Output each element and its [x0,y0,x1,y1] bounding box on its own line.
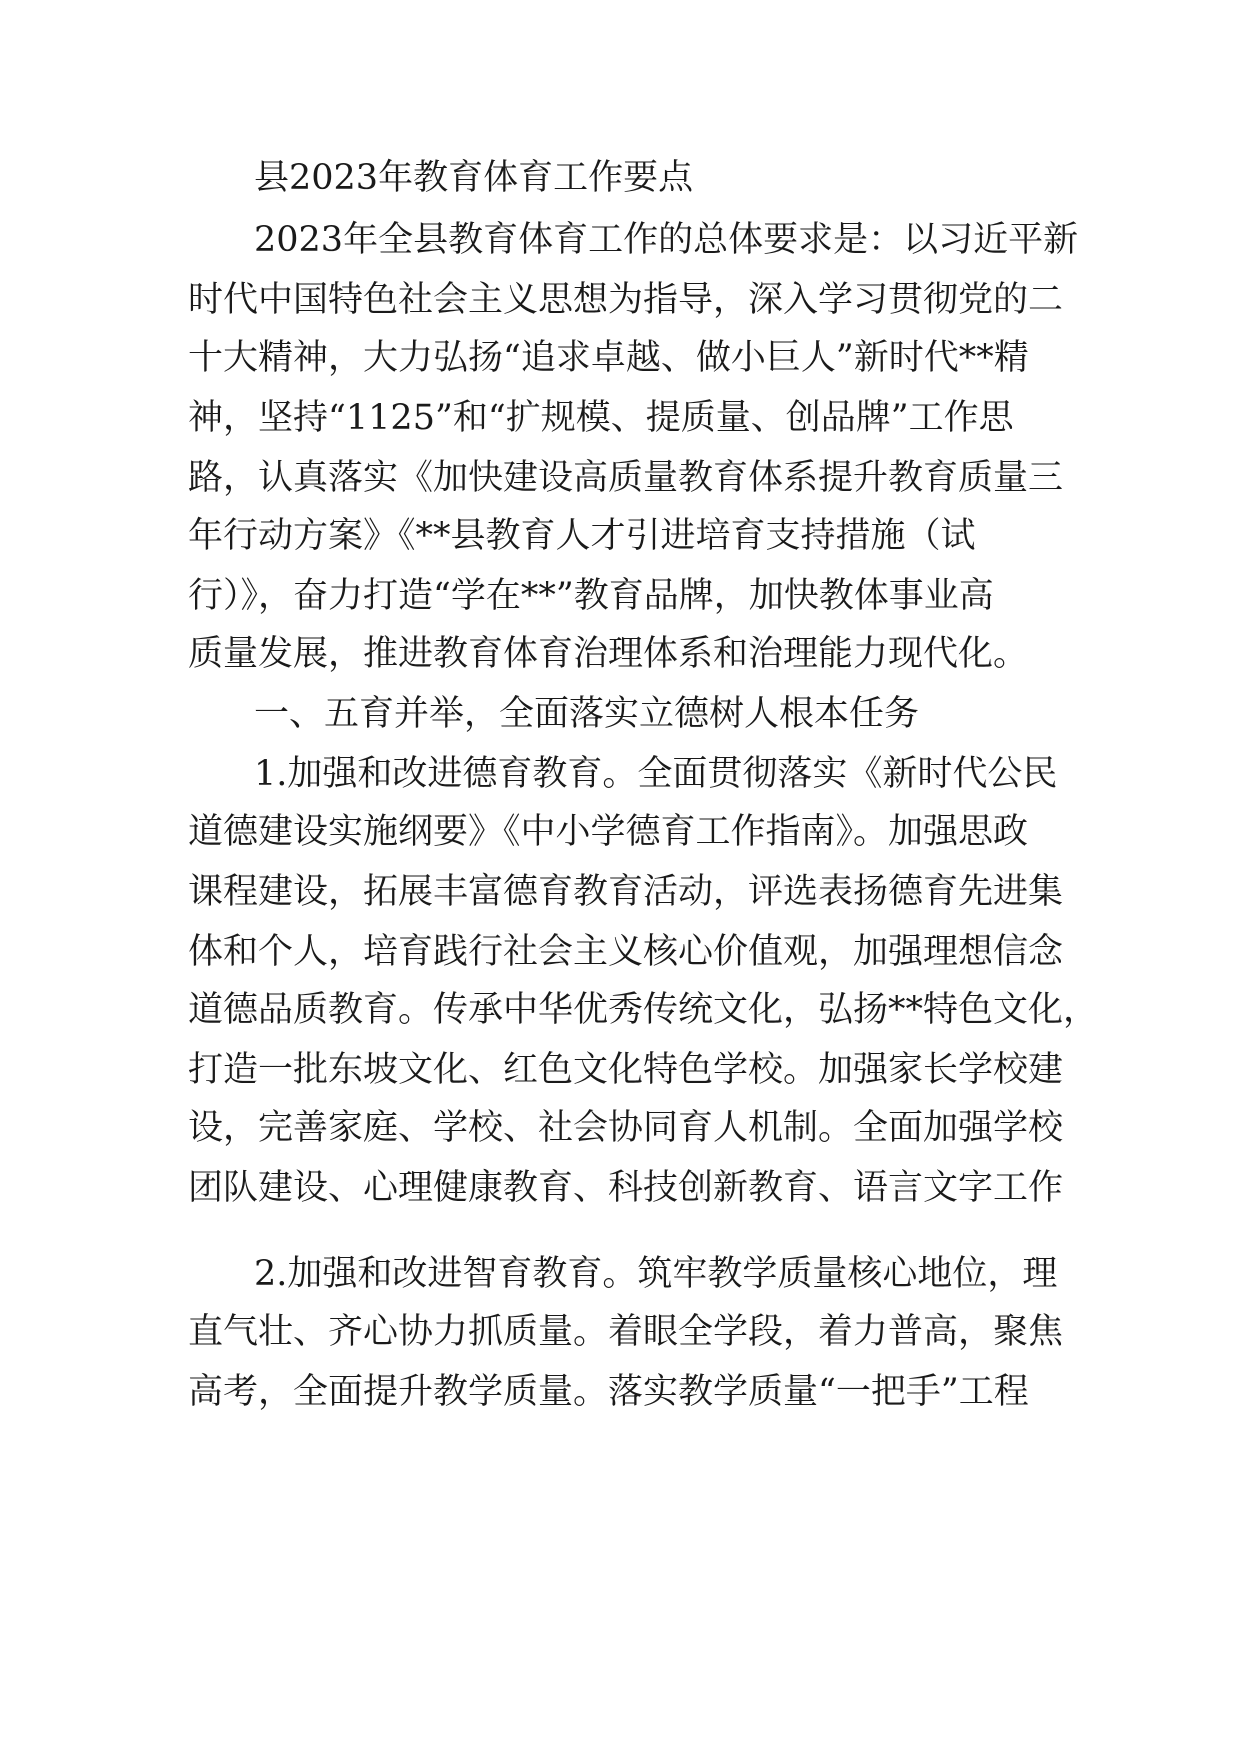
intro-line: 年行动方案》《**县教育人才引进培育支持措施（试 [188,516,976,556]
item1-line: 1.加强和改进德育教育。全面贯彻落实《新时代公民 [254,754,1058,794]
item1-line: 道德建设实施纲要》《中小学德育工作指南》。加强思政 [188,812,1029,852]
document-title: 县2023年教育体育工作要点 [254,158,694,198]
item2-line: 直气壮、齐心协力抓质量。着眼全学段，着力普高，聚焦 [188,1312,1064,1352]
item1-line: 道德品质教育。传承中华优秀传统文化，弘扬**特色文化， [188,990,1099,1030]
item1-line: 打造一批东坡文化、红色文化特色学校。加强家长学校建 [188,1050,1064,1090]
intro-line: 十大精神，大力弘扬“追求卓越、做小巨人”新时代**精 [188,338,1029,378]
intro-line: 路，认真落实《加快建设高质量教育体系提升教育质量三 [188,458,1064,498]
intro-line: 行）》，奋力打造“学在**”教育品牌，加快教体事业高 [188,576,994,616]
item1-line: 设，完善家庭、学校、社会协同育人机制。全面加强学校 [188,1108,1064,1148]
item1-line: 课程建设，拓展丰富德育教育活动，评选表扬德育先进集 [188,872,1064,912]
item1-line: 体和个人，培育践行社会主义核心价值观，加强理想信念 [188,932,1064,972]
intro-line: 2023年全县教育体育工作的总体要求是：以习近平新 [254,220,1079,260]
intro-line: 质量发展，推进教育体育治理体系和治理能力现代化。 [188,634,1029,674]
item1-line: 团队建设、心理健康教育、科技创新教育、语言文字工作 [188,1168,1064,1208]
item2-line: 2.加强和改进智育教育。筑牢教学质量核心地位，理 [254,1254,1058,1294]
intro-line: 神，坚持“1125”和“扩规模、提质量、创品牌”工作思 [188,398,1014,438]
intro-line: 时代中国特色社会主义思想为指导，深入学习贯彻党的二 [188,280,1064,320]
section-heading: 一、五育并举，全面落实立德树人根本任务 [254,694,920,734]
item2-line: 高考，全面提升教学质量。落实教学质量“一把手”工程 [188,1372,1029,1412]
